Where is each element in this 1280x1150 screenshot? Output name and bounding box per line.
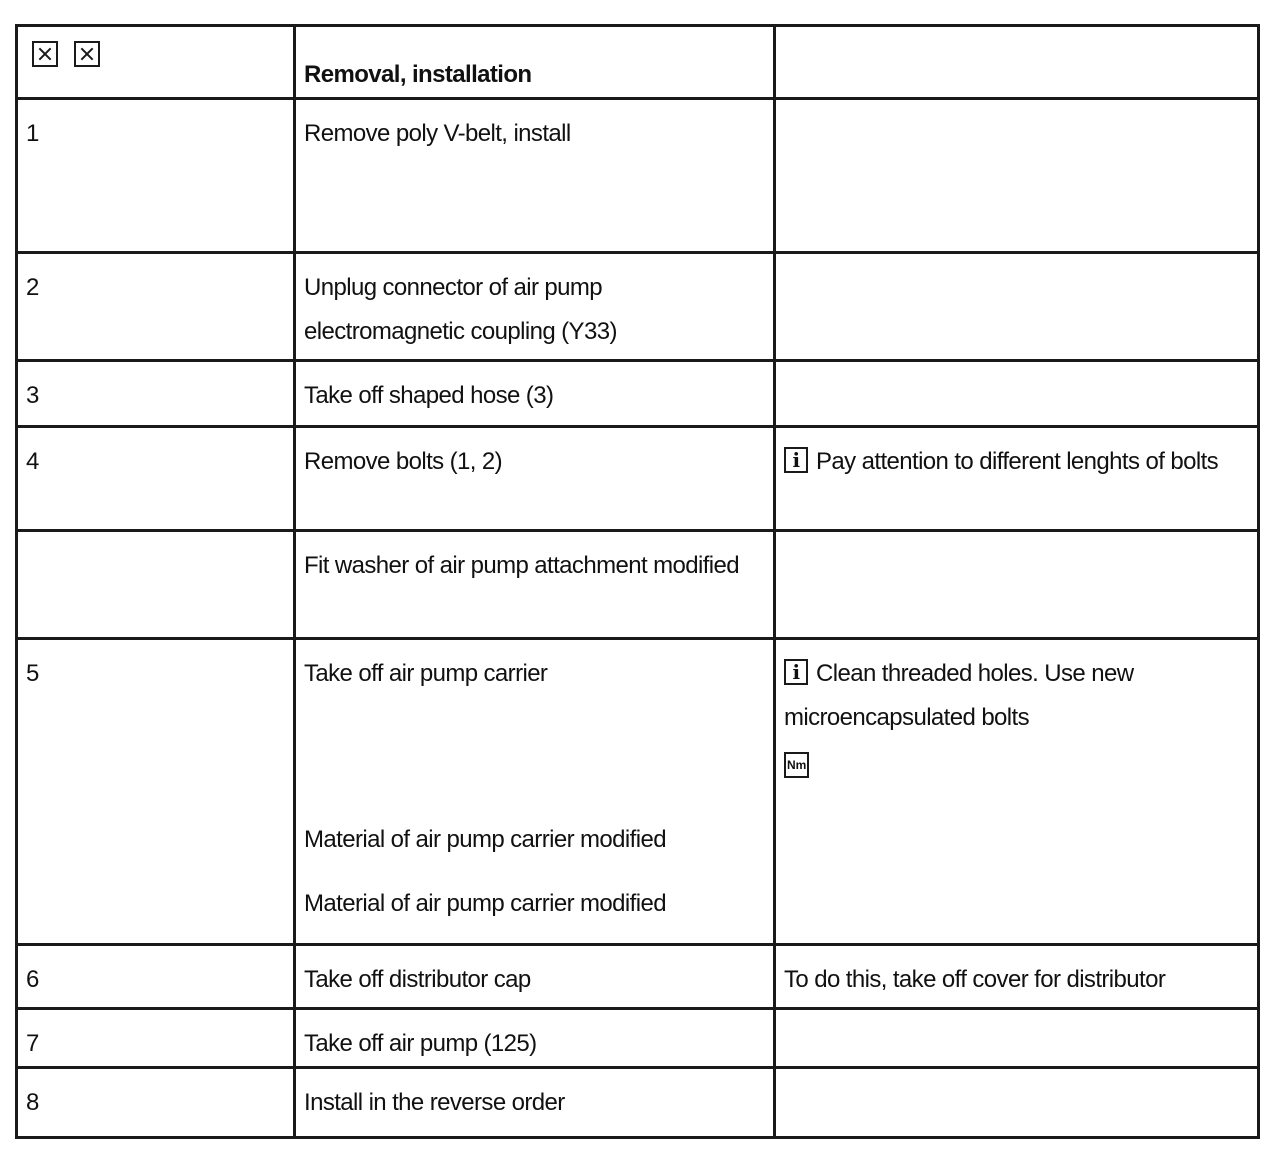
step-number: 1 [26,120,39,147]
action-text: Remove poly V-belt, install [304,120,571,147]
torque-nm-icon: Nm [784,752,809,778]
table-row [17,361,1259,427]
table-row [17,945,1259,1009]
remove-symbol-icon [32,41,58,67]
note-text: Pay attention to different lenghts of bolts [816,448,1219,475]
step-number: 6 [26,966,39,993]
action-text: Take off shaped hose (3) [304,382,554,409]
step-number: 3 [26,382,39,409]
action-text: Material of air pump carrier modified [304,890,666,917]
step-number: 7 [26,1030,39,1057]
action-text: Take off distributor cap [304,966,531,993]
step-number: 8 [26,1089,39,1116]
info-icon: i [784,659,808,685]
action-text: electromagnetic coupling (Y33) [304,318,617,345]
action-text: Unplug connector of air pump [304,274,603,301]
info-icon: i [784,447,808,473]
table-row [17,639,1259,945]
table-row [17,253,1259,361]
table-row [17,1009,1259,1068]
header-symbol-cell [17,26,295,99]
note-text: Clean threaded holes. Use new microencapsulated bolts [784,660,1134,731]
install-symbol-icon [74,41,100,67]
header-empty-cell [775,26,1259,99]
step-number: 5 [26,660,39,687]
action-text: Material of air pump carrier modified [304,826,666,853]
action-text: Take off air pump (125) [304,1030,537,1057]
action-text: Install in the reverse order [304,1089,565,1116]
action-text: Take off air pump carrier [304,660,548,687]
step-number [18,532,293,544]
action-text: Fit washer of air pump attachment modified [304,552,740,579]
procedure-table [15,24,1260,1139]
procedure-sheet [15,24,1257,1139]
table-row [17,531,1259,639]
header-title-cell [295,26,775,99]
section-title: Removal, installation [304,61,532,88]
action-text: Remove bolts (1, 2) [304,448,503,475]
note-text: To do this, take off cover for distributor [784,966,1166,993]
step-number: 4 [26,448,39,475]
table-row [17,99,1259,253]
header-row [17,26,1259,99]
step-number: 2 [26,274,39,301]
table-row [17,427,1259,531]
table-row [17,1068,1259,1138]
